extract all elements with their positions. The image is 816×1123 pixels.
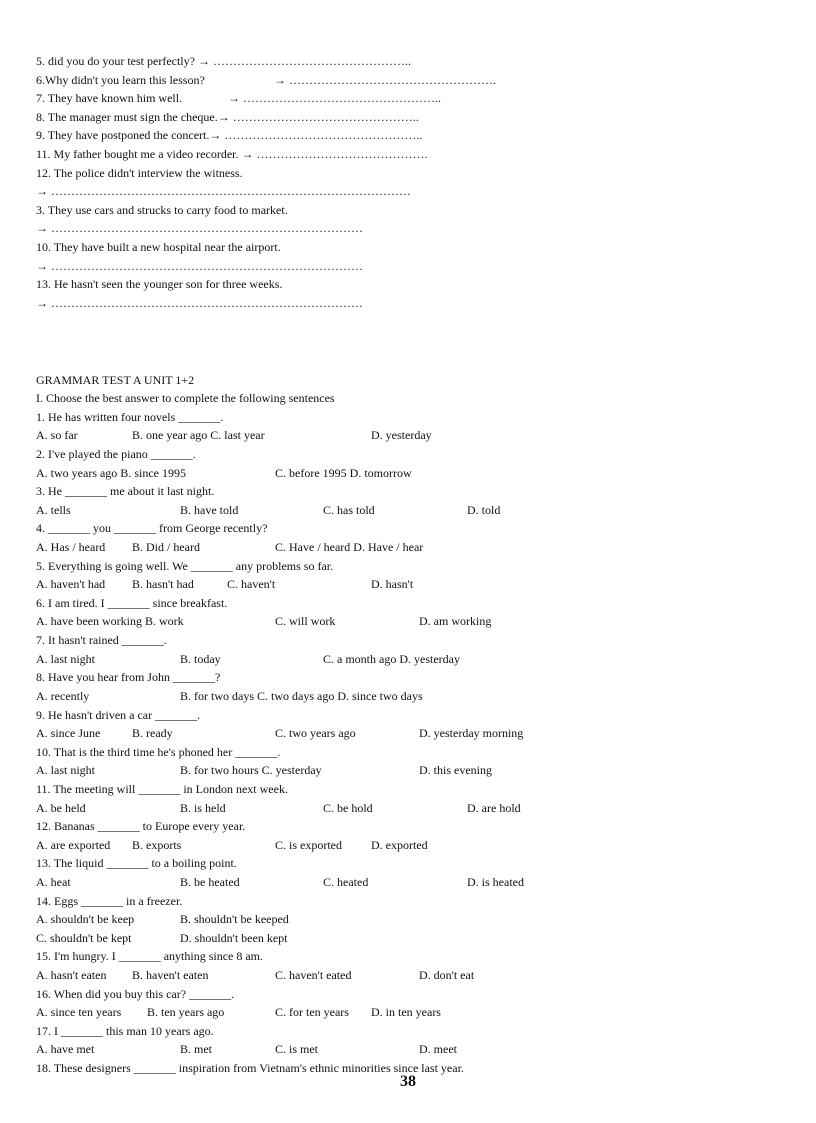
option: C. haven't eated: [275, 968, 352, 983]
grammar-test-title: GRAMMAR TEST A UNIT 1+2: [36, 372, 195, 387]
option: B. met: [180, 1042, 212, 1057]
rewrite-answer-line: → …………………………………………….: [274, 72, 496, 87]
question: [36, 408, 796, 427]
option: B. ready: [132, 726, 173, 741]
option: B. one year ago C. last year: [132, 428, 265, 443]
question: [36, 557, 796, 576]
option: B. is held: [180, 800, 226, 815]
rewrite-answer: [36, 182, 796, 201]
rewrite-item: [36, 145, 796, 164]
rewrite-answer: [36, 257, 796, 276]
question: [36, 482, 796, 501]
question-text: 13. The liquid _______ to a boiling point.: [36, 856, 237, 871]
rewrite-answer: [36, 219, 796, 238]
option: C. heated: [323, 874, 369, 889]
options-row: [36, 464, 796, 483]
rewrite-answer-line: → ……………………………………………………………………: [36, 258, 363, 273]
options-row: [36, 966, 796, 985]
rewrite-text: 7. They have known him well.: [36, 91, 183, 106]
instruction: [36, 389, 796, 408]
rewrite-item: [36, 108, 796, 127]
option: D. yesterday: [371, 428, 432, 443]
options-row: [36, 501, 796, 520]
question-text: 16. When did you buy this car? _______.: [36, 986, 235, 1001]
question-text: 10. That is the third time he's phoned her _______.: [36, 744, 281, 759]
rewrite-answer-line: → …………………………………………..: [228, 91, 441, 106]
worksheet-content: [36, 52, 796, 1078]
option: B. be heated: [180, 874, 240, 889]
option: D. in ten years: [371, 1005, 441, 1020]
options-row: [36, 799, 796, 818]
section-spacer: [36, 313, 796, 371]
option: B. today: [180, 651, 221, 666]
option: C. be hold: [323, 800, 373, 815]
question: [36, 519, 796, 538]
option: C. shouldn't be kept: [36, 930, 132, 945]
option: B. have told: [180, 502, 239, 517]
rewrite-item: [36, 164, 796, 183]
rewrite-answer-line: → ………………………………………………………………………………: [36, 184, 411, 199]
options-row: [36, 538, 796, 557]
rewrite-text: 9. They have postponed the concert.→ …………………………………………..: [36, 128, 423, 143]
question-text: 11. The meeting will _______ in London next week.: [36, 781, 288, 796]
options-row: [36, 1003, 796, 1022]
question: [36, 780, 796, 799]
question-text: 1. He has written four novels _______.: [36, 409, 224, 424]
options-row: [36, 929, 796, 948]
rewrite-item: [36, 52, 796, 71]
option: A. haven't had: [36, 577, 106, 592]
option: D. hasn't: [371, 577, 414, 592]
option: C. for ten years: [275, 1005, 349, 1020]
option: B. hasn't had: [132, 577, 194, 592]
section-title: [36, 371, 796, 390]
option: A. tells: [36, 502, 71, 517]
option: D. shouldn't been kept: [180, 930, 288, 945]
option: B. Did / heard: [132, 540, 200, 555]
question-text: 4. _______ you _______ from George recently?: [36, 521, 268, 536]
page-number: 38: [400, 1073, 416, 1090]
options-row: [36, 761, 796, 780]
option: B. exports: [132, 837, 182, 852]
option: C. two years ago: [275, 726, 356, 741]
question: [36, 668, 796, 687]
question-text: 9. He hasn't driven a car _______.: [36, 707, 201, 722]
option: A. recently: [36, 688, 90, 703]
options-row: [36, 1040, 796, 1059]
option: D. is heated: [467, 874, 524, 889]
option: D. told: [467, 502, 501, 517]
options-row: [36, 575, 796, 594]
option: A. be held: [36, 800, 86, 815]
option: C. before 1995 D. tomorrow: [275, 465, 412, 480]
option: C. will work: [275, 614, 336, 629]
question: [36, 947, 796, 966]
option: D. are hold: [467, 800, 521, 815]
question-text: 8. Have you hear from John _______?: [36, 670, 221, 685]
rewrite-item: [36, 126, 796, 145]
option: D. am working: [419, 614, 492, 629]
question-text: 5. Everything is going well. We _______ any problems so far.: [36, 558, 334, 573]
option: B. for two hours C. yesterday: [180, 763, 322, 778]
option: D. yesterday morning: [419, 726, 524, 741]
option: C. Have / heard D. Have / hear: [275, 540, 424, 555]
option: A. are exported: [36, 837, 111, 852]
option: A. since ten years: [36, 1005, 122, 1020]
rewrite-item: [36, 201, 796, 220]
question: [36, 706, 796, 725]
question: [36, 594, 796, 613]
question-text: 15. I'm hungry. I _______ anything since 8 am.: [36, 949, 264, 964]
option: A. so far: [36, 428, 78, 443]
rewrite-answer: [36, 294, 796, 313]
option: A. last night: [36, 763, 95, 778]
question-text: 7. It hasn't rained _______.: [36, 633, 167, 648]
question: [36, 631, 796, 650]
question-text: 14. Eggs _______ in a freezer.: [36, 893, 183, 908]
rewrite-text: 8. The manager must sign the cheque.→ ………………………………………..: [36, 109, 419, 124]
rewrite-text: 11. My father bought me a video recorder. → …………………………………….: [36, 147, 428, 162]
option: A. shouldn't be keep: [36, 912, 135, 927]
rewrite-text: 5. did you do your test perfectly? → …………………………………………..: [36, 54, 411, 68]
options-row: [36, 724, 796, 743]
question: [36, 985, 796, 1004]
option: B. haven't eaten: [132, 968, 209, 983]
options-row: [36, 426, 796, 445]
question: [36, 1022, 796, 1041]
question-text: 2. I've played the piano _______.: [36, 446, 196, 461]
option: C. a month ago D. yesterday: [323, 651, 460, 666]
rewrite-text: 10. They have built a new hospital near the airport.: [36, 240, 281, 255]
instruction-text: I. Choose the best answer to complete the following sentences: [36, 391, 335, 406]
options-row: [36, 873, 796, 892]
rewrite-text: 6.Why didn't you learn this lesson?: [36, 72, 205, 87]
options-row: [36, 910, 796, 929]
option: D. exported: [371, 837, 428, 852]
option: A. since June: [36, 726, 101, 741]
option: B. for two days C. two days ago D. since two days: [180, 688, 423, 703]
question-text: 12. Bananas _______ to Europe every year.: [36, 819, 246, 834]
question: [36, 743, 796, 762]
option: D. don't eat: [419, 968, 475, 983]
option: C. haven't: [227, 577, 276, 592]
rewrite-item: [36, 275, 796, 294]
option: D. this evening: [419, 763, 492, 778]
options-row: [36, 650, 796, 669]
option: A. two years ago B. since 1995: [36, 465, 186, 480]
rewrite-item: [36, 238, 796, 257]
question-text: 6. I am tired. I _______ since breakfast.: [36, 595, 228, 610]
rewrite-answer-line: → ……………………………………………………………………: [36, 295, 363, 310]
option: A. hasn't eaten: [36, 968, 107, 983]
option: A. Has / heard: [36, 540, 106, 555]
option: B. shouldn't be keeped: [180, 912, 289, 927]
option: A. have been working B. work: [36, 614, 184, 629]
option: A. heat: [36, 874, 71, 889]
option: A. last night: [36, 651, 95, 666]
rewrite-answer-line: → ……………………………………………………………………: [36, 221, 363, 236]
question: [36, 854, 796, 873]
question-text: 3. He _______ me about it last night.: [36, 484, 215, 499]
option: D. meet: [419, 1042, 457, 1057]
option: C. has told: [323, 502, 375, 517]
rewrite-text: 13. He hasn't seen the younger son for three weeks.: [36, 277, 283, 292]
question-text: 17. I _______ this man 10 years ago.: [36, 1023, 214, 1038]
question: [36, 817, 796, 836]
question: [36, 445, 796, 464]
rewrite-item: [36, 71, 796, 90]
option: C. is met: [275, 1042, 319, 1057]
options-row: [36, 687, 796, 706]
option: A. have met: [36, 1042, 95, 1057]
rewrite-text: 3. They use cars and strucks to carry food to market.: [36, 202, 288, 217]
option: B. ten years ago: [147, 1005, 225, 1020]
rewrite-text: 12. The police didn't interview the witness.: [36, 165, 243, 180]
options-row: [36, 612, 796, 631]
question-text: 18. These designers _______ inspiration from Vietnam's ethnic minorities since last year.: [36, 1061, 464, 1076]
options-row: [36, 836, 796, 855]
question: [36, 892, 796, 911]
option: C. is exported: [275, 837, 342, 852]
rewrite-item: [36, 89, 796, 108]
